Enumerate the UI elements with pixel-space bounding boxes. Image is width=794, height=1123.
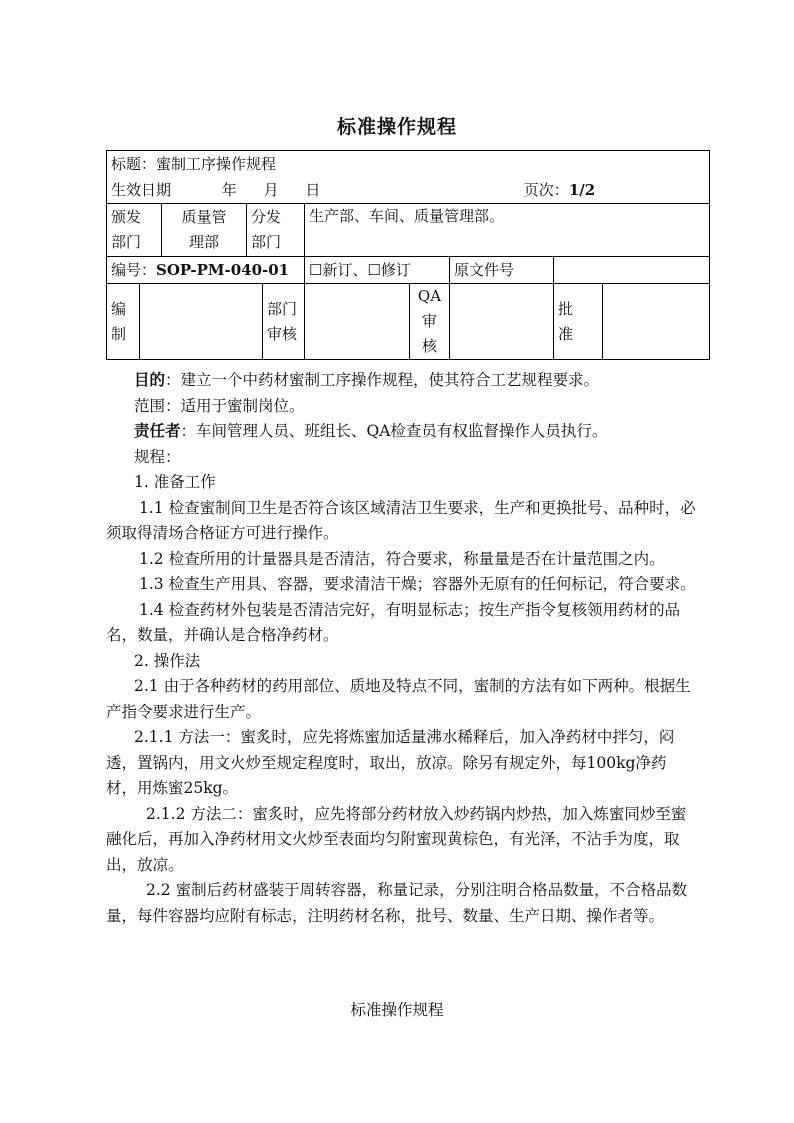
section-1-3: 1.3 检查生产用具、容器，要求清洁干燥；容器外无原有的任何标记，符合要求。: [139, 575, 696, 593]
dept-review-value: [305, 284, 410, 360]
year-label: 年: [221, 181, 237, 199]
revision-checkboxes: ☐新订、☐修订: [305, 257, 450, 284]
prepared-value: [140, 284, 263, 360]
section-1-1: 1.1 检查蜜制间卫生是否符合该区域清洁卫生要求，生产和更换批号、品种时，必须取得清场合格证方可进行操作。: [106, 498, 696, 542]
section-2-1-2: 2.1.2 方法二：蜜炙时，应先将部分药材放入炒药锅内炒热，加入炼蜜同炒至蜜融化后，再加入净药材用文火炒至表面均匀附蜜现黄棕色，有光泽，不沾手为度，取出，放凉。: [106, 804, 687, 874]
prepared-label: 编 制: [107, 284, 140, 360]
code-value: SOP-PM-040-01: [156, 261, 290, 279]
qa-review-label: QA 审 核: [410, 284, 450, 360]
page-value: 1/2: [568, 181, 596, 199]
document-body: [106, 368, 696, 929]
month-label: 月: [263, 181, 279, 199]
section-2-1-1: 2.1.1 方法一：蜜炙时，应先将炼蜜加适量沸水稀释后，加入净药材中拌匀，闷透，置锅内，用文火炒至规定程度时，取出，放凉。除另有规定外，每100kg净药材，用炼蜜25kg。: [106, 728, 675, 797]
scope-line: 范围：适用于蜜制岗位。: [134, 396, 305, 415]
section-1-heading: 1. 准备工作: [134, 473, 216, 491]
approve-label: 批 准: [554, 284, 603, 360]
footer-title: 标准操作规程: [350, 1001, 444, 1019]
qa-review-value: [450, 284, 554, 360]
section-1-2: 1.2 检查所用的计量器具是否清洁，符合要求，称量量是否在计量范围之内。: [139, 549, 665, 568]
dept-review-label: 部门 审核: [263, 284, 305, 360]
code-label: 编号：: [111, 261, 157, 279]
purpose-line: 目的：建立一个中药材蜜制工序操作规程，使其符合工艺规程要求。: [134, 371, 600, 389]
section-2-heading: 2. 操作法: [134, 651, 201, 670]
approve-value: [603, 284, 710, 360]
rules-heading: 规程：: [134, 447, 181, 466]
issue-dept-label: 颁发 部门: [107, 204, 162, 257]
page-label: 页次：: [523, 181, 569, 199]
section-2-1: 2.1 由于各种药材的药用部位、质地及特点不同，蜜制的方法有如下两种。根据生产指令要求进行生产。: [106, 677, 691, 721]
subject-label: 标题：: [111, 155, 157, 173]
issue-dept-value: 质量管 理部: [162, 204, 247, 257]
section-2-2: 2.2 蜜制后药材盛装于周转容器，称量记录，分别注明合格品数量，不合格品数量，每件容器均应附有标志，注明药材名称，批号、数量、生产日期、操作者等。: [106, 881, 688, 925]
header-table: [106, 150, 710, 360]
dist-dept-label: 分发 部门: [247, 204, 305, 257]
subject-value: 蜜制工序操作规程: [156, 155, 277, 173]
page-title: 标准操作规程: [336, 116, 457, 138]
day-label: 日: [305, 181, 321, 199]
dist-dept-value: 生产部、车间、质量管理部。: [305, 204, 710, 257]
title-cell: [107, 151, 710, 204]
original-doc-label: 原文件号: [450, 257, 554, 284]
section-1-4: 1.4 检查药材外包装是否清洁完好，有明显标志；按生产指令复核领用药材的品名，数量，并确认是合格净药材。: [106, 600, 681, 644]
effective-date-label: 生效日期: [111, 181, 172, 199]
original-doc-value: [554, 257, 710, 284]
code-cell: [107, 257, 305, 284]
responsibility-line: 责任者：车间管理人员、班组长、QA检查员有权监督操作人员执行。: [134, 422, 608, 440]
